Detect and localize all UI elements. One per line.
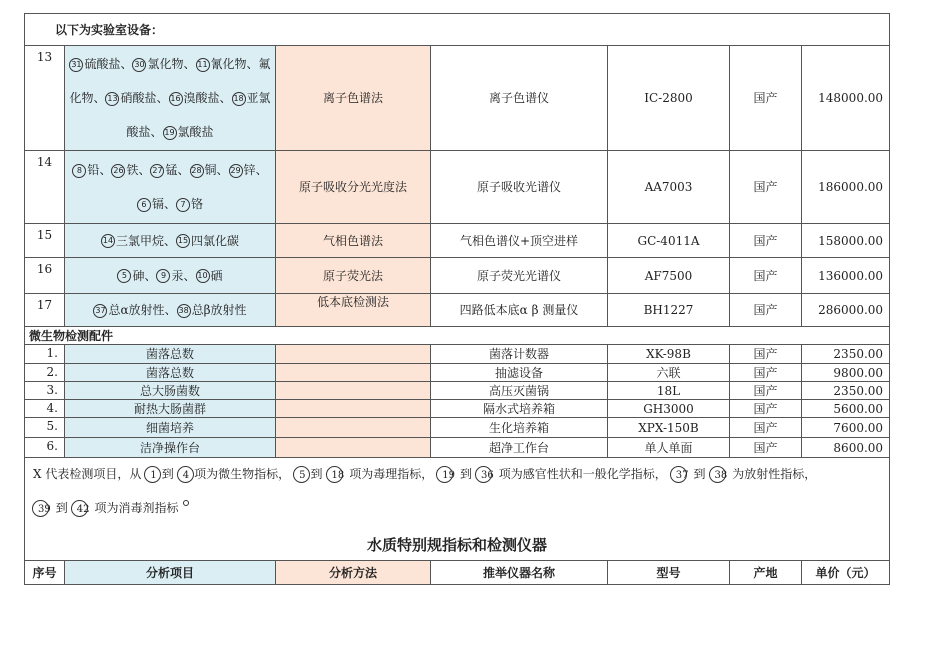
analysis-item: 细菌培养 [65, 418, 276, 438]
price: 136000.00 [802, 258, 890, 294]
circled-number-icon: 14 [101, 234, 115, 248]
item-name: 亚氯酸盐 [126, 91, 271, 139]
analysis-method [276, 400, 431, 418]
note-text: 到 [460, 467, 473, 481]
price: 9800.00 [802, 364, 890, 382]
item-name: 锌 [243, 163, 256, 177]
origin: 国产 [730, 258, 802, 294]
circled-number-icon: 9 [156, 269, 170, 283]
row-number: 14 [25, 151, 65, 224]
separator: 、 [163, 197, 176, 211]
column-header-instrument: 推举仪器名称 [431, 561, 608, 585]
item-name: 总α放射性 [108, 303, 165, 317]
column-header-price: 单价（元） [802, 561, 890, 585]
micro-section-header: 微生物检测配件 [25, 327, 890, 345]
item-name: 镉 [151, 197, 164, 211]
model: XK-98B [608, 345, 730, 364]
circled-number-icon: 8 [72, 164, 86, 178]
note-text: X 代表检测项目，从 [33, 467, 142, 481]
analysis-items [65, 151, 276, 224]
circled-number-icon: 26 [111, 164, 125, 178]
separator: 、 [156, 91, 169, 105]
analysis-method [276, 345, 431, 364]
price: 2350.00 [802, 382, 890, 400]
micro-row [25, 382, 890, 400]
circled-number-icon: 7 [176, 198, 190, 212]
note-text: 到 [693, 467, 706, 481]
column-header-model: 型号 [608, 561, 730, 585]
origin: 国产 [730, 438, 802, 458]
analysis-method: 原子荧光法 [276, 258, 431, 294]
column-header-origin: 产地 [730, 561, 802, 585]
circled-number-icon: 28 [190, 164, 204, 178]
note-cell [25, 458, 890, 531]
analysis-method: 低本底检测法 [276, 294, 431, 327]
price: 158000.00 [802, 224, 890, 258]
micro-row [25, 438, 890, 458]
instrument-name: 隔水式培养箱 [431, 400, 608, 418]
column-header-method: 分析方法 [276, 561, 431, 585]
circled-number-icon: 29 [229, 164, 243, 178]
item-name: 硒 [210, 268, 223, 283]
equipment-row [25, 258, 890, 294]
instrument-name: 离子色谱仪 [431, 46, 608, 151]
equipment-table [24, 13, 890, 585]
model: BH1227 [608, 294, 730, 327]
item-name: 氯化物 [147, 57, 184, 71]
separator: 、 [120, 57, 133, 71]
item-name: 铁 [126, 163, 139, 177]
analysis-item: 洁净操作台 [65, 438, 276, 458]
separator: 、 [246, 57, 259, 71]
separator: 、 [99, 163, 112, 177]
instrument-name: 原子吸收光谱仪 [431, 151, 608, 224]
analysis-item: 耐热大肠菌群 [65, 400, 276, 418]
micro-header-row [25, 327, 890, 345]
model: GC-4011A [608, 224, 730, 258]
circled-number-icon: 6 [137, 198, 151, 212]
model: AF7500 [608, 258, 730, 294]
row-number: 5. [25, 418, 65, 438]
instrument-name: 超净工作台 [431, 438, 608, 458]
item-name: 四氯化碳 [191, 233, 240, 248]
item-name: 铅 [87, 163, 100, 177]
model: IC-2800 [608, 46, 730, 151]
micro-row [25, 364, 890, 382]
note-number: 42 [76, 504, 90, 515]
column-header-item: 分析项目 [65, 561, 276, 585]
item-name: 三氯甲烷 [115, 233, 164, 248]
note-text: 项为微生物指标， [194, 467, 291, 481]
item-name: 溴酸盐 [183, 91, 220, 105]
circled-number-icon: 37 [93, 304, 107, 318]
price: 8600.00 [802, 438, 890, 458]
section-title: 水质特别规指标和检测仪器 [25, 530, 890, 561]
note-row [25, 458, 890, 531]
note-text: 到 [55, 501, 68, 515]
separator: 、 [144, 268, 157, 283]
separator: 、 [150, 125, 163, 139]
separator: 、 [163, 233, 176, 248]
item-name: 总β放射性 [191, 303, 247, 317]
document-page [24, 13, 889, 585]
row-number: 3. [25, 382, 65, 400]
analysis-method [276, 438, 431, 458]
row-number: 15 [25, 224, 65, 258]
note-text: 项为消毒剂指标 [94, 501, 179, 515]
equipment-row [25, 46, 890, 151]
model: XPX-150B [608, 418, 730, 438]
analysis-item: 总大肠菌数 [65, 382, 276, 400]
micro-row [25, 345, 890, 364]
model: AA7003 [608, 151, 730, 224]
origin: 国产 [730, 400, 802, 418]
price: 148000.00 [802, 46, 890, 151]
circled-number-icon: 15 [176, 234, 190, 248]
price: 186000.00 [802, 151, 890, 224]
title-row [25, 530, 890, 561]
note-number: 38 [714, 470, 728, 481]
circled-number-icon: 19 [163, 126, 177, 140]
price: 2350.00 [802, 345, 890, 364]
micro-row [25, 400, 890, 418]
note-line [31, 464, 883, 500]
circled-number-icon: 18 [232, 92, 246, 106]
section-header: 以下为实验室设备： [25, 14, 890, 46]
note-number: 37 [675, 470, 689, 481]
row-number: 1. [25, 345, 65, 364]
analysis-items [65, 224, 276, 258]
analysis-item: 菌落总数 [65, 364, 276, 382]
item-name: 硝酸盐 [120, 91, 157, 105]
separator: 、 [219, 91, 232, 105]
origin: 国产 [730, 345, 802, 364]
model: 单人单面 [608, 438, 730, 458]
separator: 、 [183, 57, 196, 71]
instrument-name: 原子荧光光谱仪 [431, 258, 608, 294]
origin: 国产 [730, 382, 802, 400]
item-name: 氰化物 [210, 57, 247, 71]
circled-number-icon: 5 [117, 269, 131, 283]
column-header-no: 序号 [25, 561, 65, 585]
circled-number-icon: 13 [105, 92, 119, 106]
origin: 国产 [730, 364, 802, 382]
micro-row [25, 418, 890, 438]
note-number: 18 [331, 470, 345, 481]
instrument-name: 菌落计数器 [431, 345, 608, 364]
analysis-method: 气相色谱法 [276, 224, 431, 258]
item-name: 铜 [204, 163, 217, 177]
circled-number-icon: 38 [177, 304, 191, 318]
equipment-row [25, 151, 890, 224]
row-number: 6. [25, 438, 65, 458]
analysis-method [276, 364, 431, 382]
note-text: 项为感官性状和一般化学指标， [498, 467, 667, 481]
model: 18L [608, 382, 730, 400]
instrument-name: 抽滤设备 [431, 364, 608, 382]
analysis-items [65, 46, 276, 151]
note-number: 19 [442, 470, 456, 481]
note-text: 到 [161, 467, 174, 481]
equipment-row [25, 294, 890, 327]
legend-note [25, 458, 889, 526]
separator: 、 [255, 163, 268, 177]
lab-equipment-header-row [25, 14, 890, 46]
note-number: 36 [481, 470, 494, 481]
note-text: 为放射性指标， [732, 467, 817, 481]
price: 7600.00 [802, 418, 890, 438]
note-text: 到 [310, 467, 323, 481]
separator: 、 [216, 163, 229, 177]
row-number: 4. [25, 400, 65, 418]
model: GH3000 [608, 400, 730, 418]
instrument-name: 高压灭菌锅 [431, 382, 608, 400]
origin: 国产 [730, 294, 802, 327]
analysis-items [65, 258, 276, 294]
separator: 、 [177, 163, 190, 177]
origin: 国产 [730, 46, 802, 151]
analysis-item: 菌落总数 [65, 345, 276, 364]
analysis-method [276, 382, 431, 400]
circled-number-icon: 16 [169, 92, 183, 106]
note-number: 5 [299, 470, 306, 481]
item-name: 锰 [165, 163, 178, 177]
column-header-row [25, 561, 890, 585]
analysis-method: 原子吸收分光光度法 [276, 151, 431, 224]
separator: 、 [93, 91, 106, 105]
equipment-row [25, 224, 890, 258]
item-name: 铬 [191, 197, 204, 211]
row-number: 17 [25, 294, 65, 327]
bullet-dot-icon [183, 500, 189, 506]
row-number: 13 [25, 46, 65, 151]
origin: 国产 [730, 224, 802, 258]
item-name: 硫酸盐 [84, 57, 121, 71]
price: 286000.00 [802, 294, 890, 327]
instrument-name: 四路低本底α β 测量仪 [431, 294, 608, 327]
row-number: 16 [25, 258, 65, 294]
item-name: 汞 [171, 268, 184, 283]
item-name: 砷 [132, 268, 145, 283]
circled-number-icon: 31 [69, 58, 83, 72]
separator: 、 [164, 303, 177, 317]
item-name: 氯酸盐 [177, 125, 214, 139]
model: 六联 [608, 364, 730, 382]
note-number: 1 [150, 470, 157, 481]
origin: 国产 [730, 151, 802, 224]
analysis-items [65, 294, 276, 327]
analysis-method [276, 418, 431, 438]
analysis-method: 离子色谱法 [276, 46, 431, 151]
instrument-name: 气相色谱仪+顶空进样 [431, 224, 608, 258]
circled-number-icon: 11 [196, 58, 210, 72]
note-text: 项为毒理指标， [349, 467, 434, 481]
item-name: 氟化物 [69, 57, 271, 105]
circled-number-icon: 27 [150, 164, 164, 178]
separator: 、 [183, 268, 196, 283]
circled-number-icon: 10 [196, 269, 210, 283]
instrument-name: 生化培养箱 [431, 418, 608, 438]
note-number: 39 [38, 504, 51, 515]
origin: 国产 [730, 418, 802, 438]
row-number: 2. [25, 364, 65, 382]
note-number: 4 [182, 470, 190, 481]
note-line [31, 500, 883, 526]
price: 5600.00 [802, 400, 890, 418]
circled-number-icon: 30 [132, 58, 146, 72]
separator: 、 [138, 163, 151, 177]
